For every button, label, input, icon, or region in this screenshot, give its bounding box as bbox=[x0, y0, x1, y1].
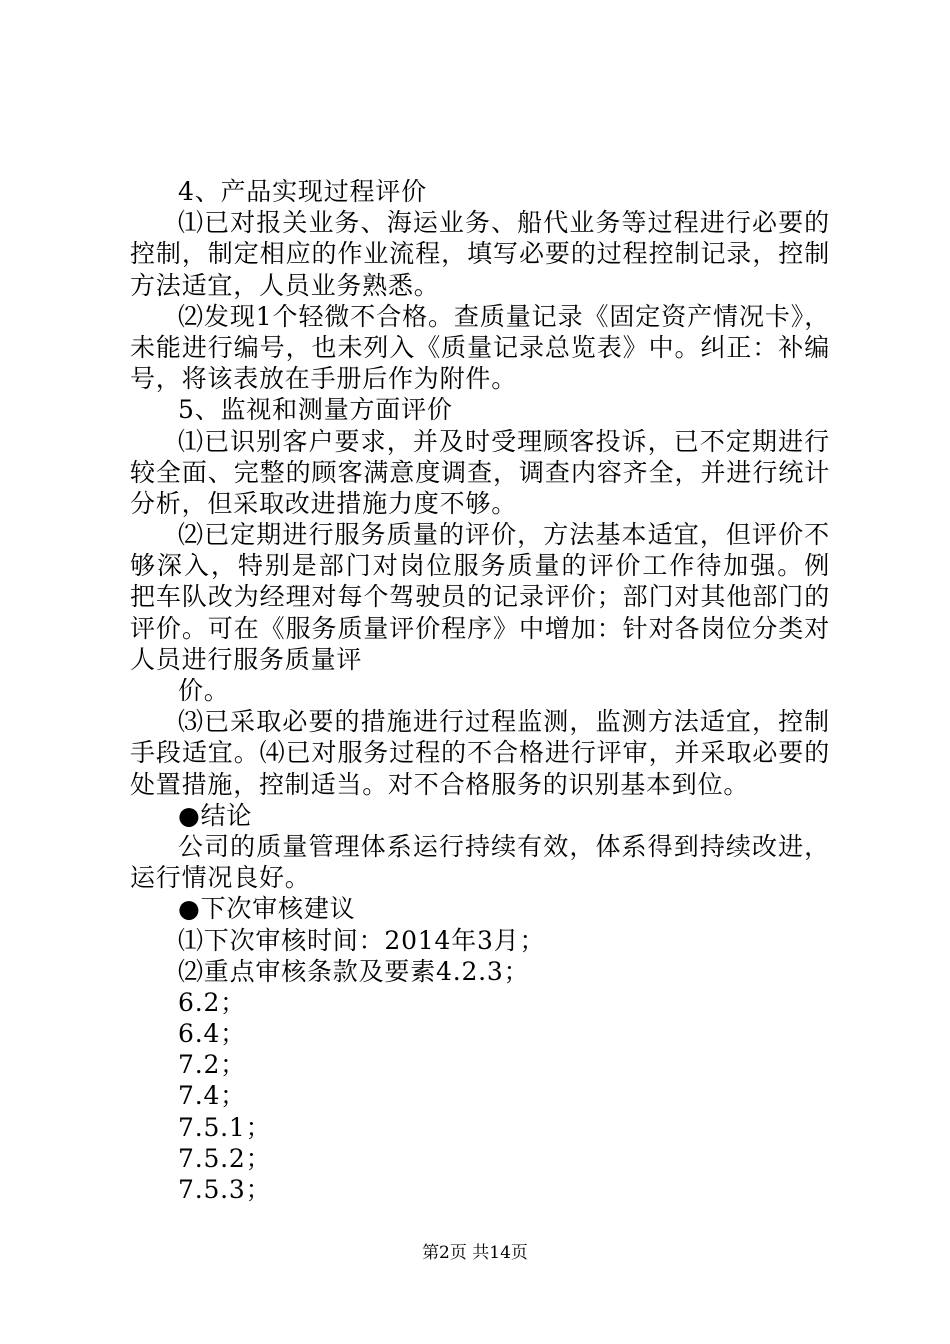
section-heading-next-audit: ●下次审核建议 bbox=[178, 894, 356, 924]
paragraph-line: 号，将该表放在手册后作为附件。 bbox=[130, 364, 518, 394]
paragraph-line: ⑶已采取必要的措施进行过程监测，监测方法适宜，控制 bbox=[178, 707, 830, 737]
list-item: 7.4； bbox=[178, 1081, 246, 1111]
paragraph-line: 公司的质量管理体系运行持续有效，体系得到持续改进， bbox=[178, 831, 830, 861]
list-item: 6.4； bbox=[178, 1019, 246, 1049]
document-body bbox=[130, 176, 830, 1205]
paragraph-line: 运行情况良好。 bbox=[130, 863, 311, 893]
list-item: ⑵重点审核条款及要素4.2.3； bbox=[178, 956, 530, 986]
paragraph-line: 评价。可在《服务质量评价程序》中增加：针对各岗位分类对 bbox=[130, 613, 830, 643]
list-item: 7.5.3； bbox=[178, 1175, 272, 1204]
paragraph-line: 控制，制定相应的作业流程，填写必要的过程控制记录，控制 bbox=[130, 239, 830, 269]
paragraph-line: 手段适宜。⑷已对服务过程的不合格进行评审，并采取必要的 bbox=[130, 738, 830, 768]
paragraph-line: 较全面、完整的顾客满意度调查，调查内容齐全，并进行统计 bbox=[130, 457, 830, 487]
paragraph-line: ⑴已对报关业务、海运业务、船代业务等过程进行必要的 bbox=[178, 208, 830, 238]
section-heading-conclusion: ●结论 bbox=[178, 800, 253, 830]
paragraph-line: ⑵发现1个轻微不合格。查质量记录《固定资产情况卡》， bbox=[178, 301, 830, 331]
paragraph-line: 处置措施，控制适当。对不合格服务的识别基本到位。 bbox=[130, 769, 750, 799]
list-item: 6.2； bbox=[178, 987, 246, 1017]
section-heading-product-realization: 4、产品实现过程评价 bbox=[178, 177, 427, 206]
page-number-footer: 第2页 共14页 bbox=[422, 1243, 528, 1263]
section-heading-monitoring: 5、监视和测量方面评价 bbox=[178, 395, 453, 425]
paragraph-line: 价。 bbox=[178, 676, 230, 705]
list-item: 7.5.1； bbox=[178, 1112, 272, 1142]
paragraph-line: 未能进行编号，也未列入《质量记录总览表》中。纠正：补编 bbox=[130, 332, 830, 362]
paragraph-line: 把车队改为经理对每个驾驶员的记录评价；部门对其他部门的 bbox=[130, 582, 830, 612]
paragraph-line: 人员进行服务质量评 bbox=[130, 644, 363, 674]
paragraph-line: ⑴已识别客户要求，并及时受理顾客投诉，已不定期进行 bbox=[178, 426, 830, 456]
list-item: 7.2； bbox=[178, 1050, 246, 1080]
paragraph-line: 方法适宜，人员业务熟悉。 bbox=[130, 270, 440, 300]
list-item: 7.5.2； bbox=[178, 1143, 272, 1173]
paragraph-line: 够深入，特别是部门对岗位服务质量的评价工作待加强。例 bbox=[130, 551, 830, 581]
paragraph-line: ⑵已定期进行服务质量的评价，方法基本适宜，但评价不 bbox=[178, 520, 830, 550]
paragraph-line: 分析，但采取改进措施力度不够。 bbox=[130, 488, 518, 518]
list-item: ⑴下次审核时间：2014年3月； bbox=[178, 925, 546, 955]
